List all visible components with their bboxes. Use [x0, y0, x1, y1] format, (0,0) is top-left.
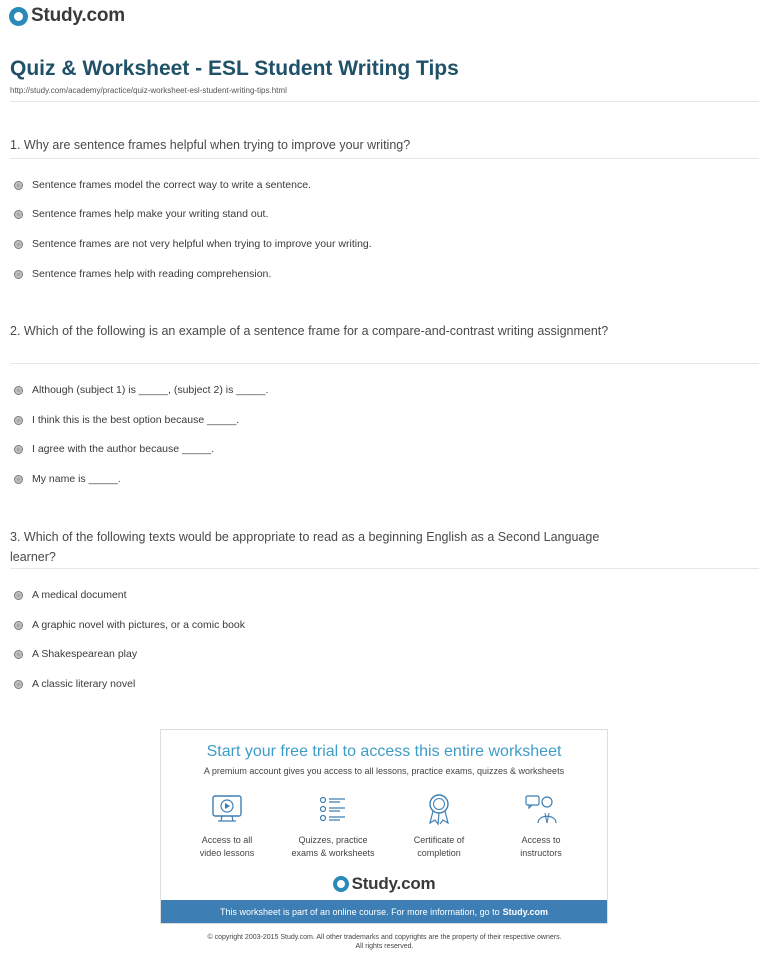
- answer-option[interactable]: [14, 473, 121, 485]
- answer-option[interactable]: [14, 414, 239, 426]
- option-label: My name is _____.: [32, 473, 121, 485]
- answer-option[interactable]: [14, 268, 271, 280]
- page-url[interactable]: http://study.com/academy/practice/quiz-worksheet-esl-student-writing-tips.html: [10, 86, 287, 95]
- divider: [10, 158, 759, 159]
- divider: [10, 363, 759, 364]
- cta-subtitle: A premium account gives you access to all lessons, practice exams, quizzes & worksheets: [203, 766, 565, 776]
- study-logo[interactable]: [9, 5, 125, 27]
- answer-option[interactable]: [14, 238, 372, 250]
- option-label: Although (subject 1) is _____, (subject 2) is _____.: [32, 384, 269, 396]
- question-2: 2. Which of the following is an example of a sentence frame for a compare-and-contrast writing assignment?: [10, 324, 609, 338]
- feature-line: exams & worksheets: [291, 848, 375, 858]
- option-label: A medical document: [32, 589, 127, 601]
- answer-option[interactable]: [14, 589, 127, 601]
- radio-icon[interactable]: [14, 621, 23, 630]
- option-label: A classic literary novel: [32, 678, 136, 690]
- question-3: 3. Which of the following texts would be appropriate to read as a beginning English as a Second Language learner?: [10, 530, 600, 564]
- page-title: Quiz & Worksheet - ESL Student Writing Tips: [10, 57, 459, 80]
- course-info-text: This worksheet is part of an online course. For more information, go to: [220, 906, 500, 917]
- radio-icon[interactable]: [14, 181, 23, 190]
- option-label: Sentence frames help make your writing stand out.: [32, 208, 269, 220]
- course-info-bar: [161, 900, 607, 923]
- option-label: Sentence frames model the correct way to write a sentence.: [32, 179, 311, 191]
- option-label: I agree with the author because _____.: [32, 443, 215, 455]
- study-link[interactable]: Study.com: [502, 906, 548, 917]
- copyright-line: © copyright 2003-2015 Study.com. All other trademarks and copyrights are the property of their respective owners.: [207, 934, 562, 941]
- radio-icon[interactable]: [14, 416, 23, 425]
- logo-text: Study.com: [31, 5, 125, 26]
- radio-icon[interactable]: [14, 240, 23, 249]
- video-lesson-icon: [210, 792, 244, 826]
- option-label: Sentence frames are not very helpful when trying to improve your writing.: [32, 238, 372, 250]
- answer-option[interactable]: [14, 443, 214, 455]
- rights-line: All rights reserved.: [355, 943, 414, 950]
- quiz-list-icon: [316, 792, 350, 826]
- feature-certificate: [389, 792, 489, 860]
- answer-option[interactable]: [14, 208, 268, 220]
- answer-option[interactable]: [14, 384, 268, 396]
- feature-line: completion: [417, 848, 461, 858]
- radio-icon[interactable]: [14, 386, 23, 395]
- option-label: A graphic novel with pictures, or a comic book: [32, 619, 246, 631]
- answer-option[interactable]: [14, 179, 311, 191]
- certificate-icon: [422, 792, 456, 826]
- feature-quizzes: [283, 792, 383, 860]
- cta-logo-text: Study.com: [351, 874, 436, 893]
- answer-option[interactable]: [14, 619, 245, 631]
- option-label: I think this is the best option because _____.: [32, 414, 240, 426]
- option-label: A Shakespearean play: [32, 648, 138, 660]
- feature-line: Certificate of: [413, 835, 465, 845]
- radio-icon[interactable]: [14, 591, 23, 600]
- feature-video-lessons: [177, 792, 277, 860]
- study-logo-icon: [333, 876, 349, 892]
- cta-study-logo[interactable]: [161, 874, 607, 894]
- feature-line: Access to: [521, 835, 561, 845]
- radio-icon[interactable]: [14, 270, 23, 279]
- feature-line: Quizzes, practice: [298, 835, 368, 845]
- cta-title[interactable]: Start your free trial to access this entire worksheet: [206, 743, 562, 760]
- divider: [10, 568, 759, 569]
- option-label: Sentence frames help with reading comprehension.: [32, 268, 272, 280]
- radio-icon[interactable]: [14, 445, 23, 454]
- question-1: 1. Why are sentence frames helpful when trying to improve your writing?: [10, 138, 411, 152]
- answer-option[interactable]: [14, 678, 135, 690]
- copyright-footer: [0, 933, 769, 951]
- instructors-icon: [524, 792, 558, 826]
- radio-icon[interactable]: [14, 650, 23, 659]
- feature-line: instructors: [520, 848, 562, 858]
- feature-line: video lessons: [199, 848, 255, 858]
- radio-icon[interactable]: [14, 680, 23, 689]
- free-trial-box: [160, 729, 608, 924]
- divider: [10, 101, 759, 102]
- answer-option[interactable]: [14, 648, 137, 660]
- feature-instructors: [491, 792, 591, 860]
- feature-line: Access to all: [201, 835, 253, 845]
- radio-icon[interactable]: [14, 475, 23, 484]
- study-logo-icon: [9, 7, 28, 26]
- radio-icon[interactable]: [14, 210, 23, 219]
